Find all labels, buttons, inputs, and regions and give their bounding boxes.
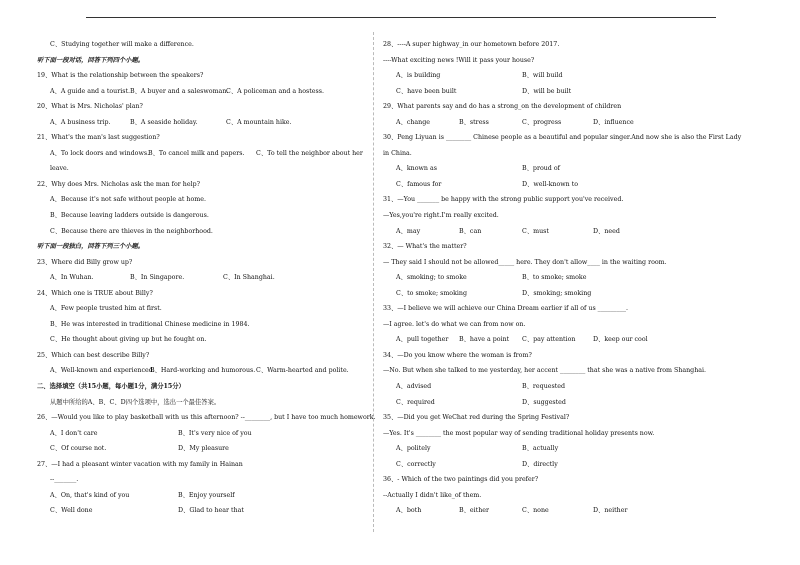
option[interactable]: B、A seaside holiday.	[130, 118, 198, 126]
q21-options	[37, 146, 367, 162]
option[interactable]: D、neither	[593, 507, 628, 515]
section-monologue-heading: 听下面一段独白，回答下列三个小题。	[37, 243, 145, 251]
q21-stem: 21、What's the man's last suggestion?	[37, 134, 160, 142]
q35-options-row2	[383, 457, 713, 473]
q35-continuation: —Yes. It's ________ the most popular way of sending traditional holiday presents now.	[383, 429, 655, 437]
q20-stem: 20、What is Mrs. Nicholas' plan?	[37, 103, 143, 111]
option[interactable]: C、Well done	[50, 507, 93, 515]
q21-continuation: leave.	[50, 165, 69, 173]
q23-stem: 23、Where did Billy grow up?	[37, 258, 133, 266]
q24-stem: 24、Which one is TRUE about Billy?	[37, 289, 153, 297]
option[interactable]: A、I don't care	[50, 429, 98, 437]
q28-continuation: ----What exciting news !Will it pass your house?	[383, 56, 535, 64]
q19-stem: 19、What is the relationship between the speakers?	[37, 72, 204, 80]
option[interactable]: D、Glad to hear that	[178, 507, 244, 515]
option[interactable]: A、change	[396, 118, 430, 126]
option[interactable]: D、smoking; smoking	[522, 289, 592, 297]
option[interactable]: C、required	[396, 398, 435, 406]
q32-stem: 32、— What's the matter?	[383, 243, 467, 251]
option[interactable]: C、A policeman and a hostess.	[226, 87, 324, 95]
option[interactable]: C、to smoke; smoking	[396, 289, 468, 297]
option[interactable]: A、In Wuhan.	[50, 274, 94, 282]
q34-options-row1	[383, 379, 713, 395]
option[interactable]: C、He thought about giving up but he fought on.	[50, 336, 207, 344]
q34-options-row2	[383, 395, 713, 411]
option[interactable]: A、may	[396, 227, 421, 235]
option[interactable]: B、either	[459, 507, 489, 515]
option[interactable]: A、Well-known and experienced.	[50, 367, 155, 375]
q34-continuation: —No. But when she talked to me yesterday, her accent ________ that she was a native from Shanghai.	[383, 367, 707, 375]
option[interactable]: D、suggested	[522, 398, 566, 406]
q22-stem: 22、Why does Mrs. Nicholas ask the man for help?	[37, 180, 201, 188]
option[interactable]: B、He was interested in traditional Chinese medicine in 1984.	[50, 320, 250, 328]
q35-options-row1	[383, 441, 713, 457]
q27-options-row1	[37, 488, 367, 504]
q31-stem: 31、—You _______ be happy with the strong public support you've received.	[383, 196, 624, 204]
option[interactable]: A、smoking; to smoke	[396, 274, 467, 282]
option[interactable]: B、A buyer and a saleswoman.	[130, 87, 229, 95]
q35-stem: 35、—Did you get WeChat red during the Spring Festival?	[383, 414, 570, 422]
option[interactable]: B、To cancel milk and papers.	[148, 149, 245, 157]
q26-options-row1	[37, 426, 367, 442]
section-dialog-heading: 听下面一段对话，回答下列四个小题。	[37, 56, 145, 64]
q36-continuation: --Actually I didn't like_of them.	[383, 491, 482, 499]
option[interactable]: A、both	[396, 507, 422, 515]
option[interactable]: C、To tell the neighbor about her	[256, 149, 363, 157]
section-2-heading: 二、选择填空（共15小题，每小题1分，满分15分）	[37, 383, 185, 391]
option[interactable]: A、Because it's not safe without people at home.	[50, 196, 206, 204]
option[interactable]: B、In Singapore.	[130, 274, 185, 282]
section-2-instructions: 从题中所给的A、B、C、D四个选项中，选出一个最佳答案。	[50, 398, 221, 406]
q30-stem: 30、Peng Liyuan is ________ Chinese people as a beautiful and popular singer.And now she is also the First Lady	[383, 134, 742, 142]
q18-option-c: C、Studying together will make a difference.	[50, 41, 194, 48]
q33-continuation: —I agree. let's do what we can from now on.	[383, 320, 526, 328]
q26-options-row2	[37, 441, 367, 457]
option[interactable]: B、Hard-working and humorous.	[150, 367, 256, 375]
q25-stem: 25、Which can best describe Billy?	[37, 351, 150, 359]
option[interactable]: C、pay attention	[522, 336, 576, 344]
q29-options	[383, 115, 713, 131]
option[interactable]: B、proud of	[522, 165, 560, 173]
option[interactable]: C、Warm-hearted and polite.	[256, 367, 349, 375]
option[interactable]: C、must	[522, 227, 549, 235]
q28-stem: 28、----A super highway_in our hometown before 2017.	[383, 41, 560, 48]
q32-options-row1	[383, 270, 713, 286]
option[interactable]: C、A mountain hike.	[226, 118, 292, 126]
left-column	[37, 37, 376, 519]
q33-stem: 33、—I believe we will achieve our China Dream earlier if all of us _________.	[383, 305, 629, 313]
column-divider	[373, 32, 374, 532]
q28-options-row1	[383, 68, 713, 84]
option[interactable]: A、politely	[396, 445, 431, 453]
option[interactable]: D、need	[593, 227, 620, 235]
option[interactable]: C、have been built	[396, 87, 457, 95]
q36-options	[383, 503, 713, 519]
option[interactable]: B、requested	[522, 383, 565, 391]
option[interactable]: A、advised	[396, 383, 432, 391]
option[interactable]: D、well-known to	[522, 180, 579, 188]
option[interactable]: A、Few people trusted him at first.	[50, 305, 162, 313]
option[interactable]: B、have a point	[459, 336, 510, 344]
option[interactable]: B、can	[459, 227, 482, 235]
option[interactable]: A、known as	[396, 165, 437, 173]
q36-stem: 36、- Which of the two paintings did you prefer?	[383, 476, 539, 484]
option[interactable]: B、stress	[459, 118, 489, 126]
option[interactable]: A、To lock doors and windows.	[50, 149, 150, 157]
q30-options-row2	[383, 177, 713, 193]
q28-options-row2	[383, 84, 713, 100]
option[interactable]: D、directly	[522, 460, 558, 468]
option[interactable]: A、A business trip.	[50, 118, 111, 126]
option[interactable]: C、Of course not.	[50, 445, 107, 453]
option[interactable]: A、A guide and a tourist.	[50, 87, 131, 95]
q20-options	[37, 115, 367, 131]
q19-options	[37, 84, 367, 100]
option[interactable]: A、is building	[396, 72, 441, 80]
q32-continuation: — They said I should not be allowed_____ here. They don't allow____ in the waiting room.	[383, 258, 667, 266]
option[interactable]: A、pull together	[396, 336, 449, 344]
q25-options	[37, 363, 367, 379]
right-column	[383, 37, 742, 519]
q32-options-row2	[383, 286, 713, 302]
q33-options	[383, 332, 713, 348]
q23-options	[37, 270, 367, 286]
q27-options-row2	[37, 503, 367, 519]
q30-options-row1	[383, 161, 713, 177]
q27-continuation: --_______.	[50, 476, 79, 484]
option[interactable]: A、On, that's kind of you	[50, 491, 130, 499]
option[interactable]: B、to smoke; smoke	[522, 274, 587, 282]
option[interactable]: D、My pleasure	[178, 445, 229, 453]
option[interactable]: D、will be built	[522, 87, 572, 95]
option[interactable]: C、famous for	[396, 180, 442, 188]
option[interactable]: C、In Shanghai.	[223, 274, 275, 282]
option[interactable]: D、influence	[593, 118, 634, 126]
q27-stem: 27、—I had a pleasant winter vacation with my family in Hainan	[37, 460, 243, 468]
option[interactable]: B、It's very nice of you	[178, 429, 252, 437]
q26-stem: 26、—Would you like to play basketball with us this afternoon? --________, but I have too much homework.	[37, 414, 376, 422]
option[interactable]: B、Enjoy yourself	[178, 491, 235, 499]
q31-continuation: —Yes,you're right.I'm really excited.	[383, 212, 499, 220]
q34-stem: 34、—Do you know where the woman is from?	[383, 351, 532, 359]
q30-continuation: in China.	[383, 149, 412, 157]
option[interactable]: B、will build	[522, 72, 563, 80]
option[interactable]: C、none	[522, 507, 549, 515]
option[interactable]: B、Because leaving ladders outside is dangerous.	[50, 212, 209, 220]
option[interactable]: C、Because there are thieves in the neighborhood.	[50, 227, 213, 235]
q31-options	[383, 224, 713, 240]
option[interactable]: C、correctly	[396, 460, 436, 468]
q29-stem: 29、What parents say and do has a strong_on the development of children	[383, 103, 622, 111]
option[interactable]: B、actually	[522, 445, 559, 453]
header-rule	[86, 17, 716, 18]
option[interactable]: C、progress	[522, 118, 562, 126]
option[interactable]: D、keep our cool	[593, 336, 648, 344]
